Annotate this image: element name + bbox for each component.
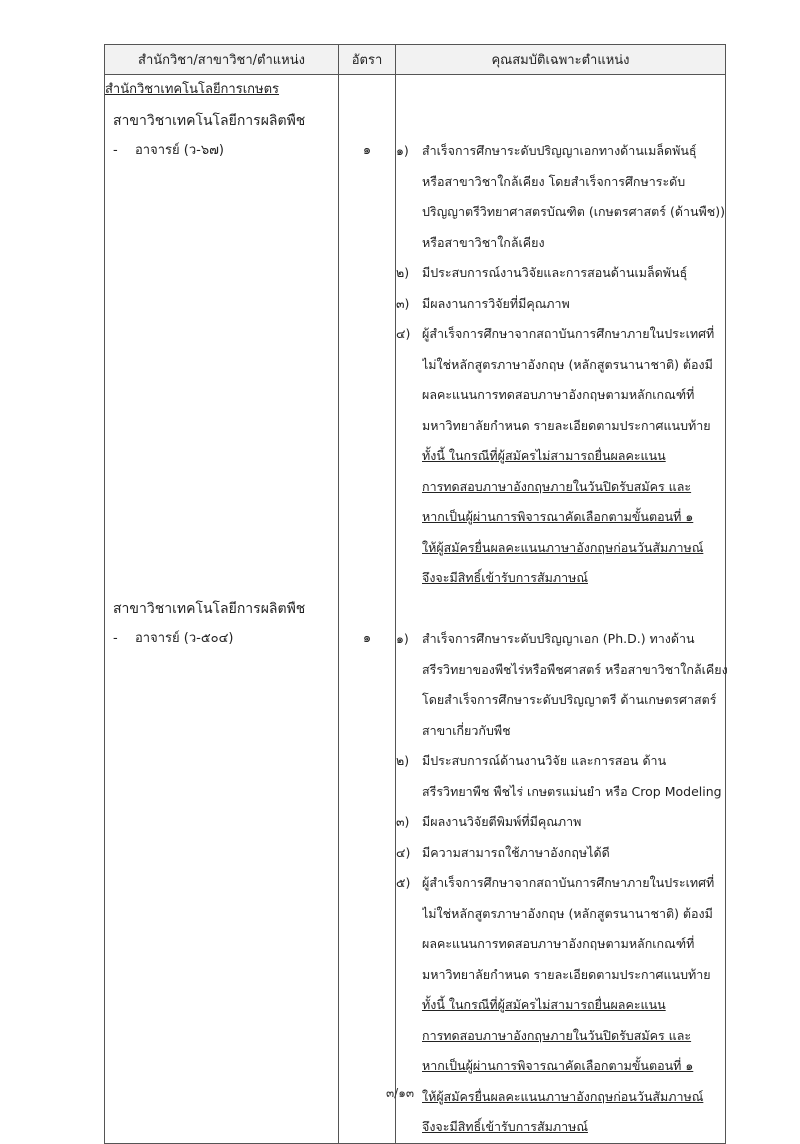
qualification-item xyxy=(396,624,728,746)
qualification-line: สำเร็จการศึกษาระดับปริญญาเอกทางด้านเมล็ดพันธุ์ xyxy=(422,143,697,158)
qualification-item xyxy=(396,746,725,807)
rate-cell xyxy=(339,75,396,594)
qualification-item xyxy=(396,136,725,258)
note-line: การทดสอบภาษาอังกฤษภายในวันปิดรับสมัคร และ xyxy=(422,478,692,494)
qualification-line: ไม่ใช่หลักสูตรภาษาอังกฤษ (หลักสูตรนานาชาติ) ต้องมี xyxy=(422,905,713,921)
program-name: สาขาวิชาเทคโนโลยีการผลิตพืช xyxy=(113,112,306,129)
dash-bullet: - xyxy=(113,143,118,158)
qualification-line: โดยสำเร็จการศึกษาระดับปริญญาตรี ด้านเกษตรศาสตร์ xyxy=(422,692,717,707)
note-line: ทั้งนี้ ในกรณีที่ผู้สมัครไม่สามารถยื่นผลคะแนน xyxy=(422,997,666,1012)
note-line: จึงจะมีสิทธิ์เข้ารับการสัมภาษณ์ xyxy=(422,570,588,585)
qualification-line: หรือสาขาวิชาใกล้เคียง โดยสำเร็จการศึกษาระดับ xyxy=(422,173,686,189)
item-number: ๓) xyxy=(396,814,410,829)
table-header-row xyxy=(105,45,726,75)
item-number: ๔) xyxy=(396,844,411,860)
header-faculty-program-position: สำนักวิชา/สาขาวิชา/ตำแหน่ง xyxy=(105,45,339,75)
position-label: อาจารย์ (ว-๖๗) xyxy=(135,143,224,158)
qualification-table xyxy=(104,44,726,1144)
qualification-line: สำเร็จการศึกษาระดับปริญญาเอก (Ph.D.) ทางด้าน xyxy=(422,631,695,646)
qualification-item xyxy=(396,319,725,594)
qualification-line: ปริญญาตรีวิทยาศาสตรบัณฑิต (เกษตรศาสตร์ (ด้านพืช)) xyxy=(422,204,726,219)
note-line: การทดสอบภาษาอังกฤษภายในวันปิดรับสมัคร และ xyxy=(422,1027,692,1043)
item-number: ๔) xyxy=(396,326,411,341)
header-rate: อัตรา xyxy=(339,45,396,75)
item-number: ๑) xyxy=(396,631,409,646)
position-title xyxy=(105,624,338,655)
position-cell xyxy=(105,594,339,1144)
page-number: ๓/๑๓ xyxy=(385,1086,415,1100)
position-title xyxy=(105,136,338,167)
table-row xyxy=(105,594,726,1144)
qualification-line: ผู้สำเร็จการศึกษาจากสถาบันการศึกษาภายในประเทศที่ xyxy=(422,326,715,341)
rate-value: ๑ xyxy=(362,143,372,158)
note-line: จึงจะมีสิทธิ์เข้ารับการสัมภาษณ์ xyxy=(422,1119,588,1134)
qualification-line: มหาวิทยาลัยกำหนด รายละเอียดตามประกาศแนบท้าย xyxy=(422,966,711,982)
faculty-name: สำนักวิชาเทคโนโลยีการเกษตร xyxy=(105,82,280,97)
qualification-line: มีผลงานการวิจัยที่มีคุณภาพ xyxy=(422,295,570,311)
item-number: ๑) xyxy=(396,143,409,158)
note-line: หากเป็นผู้ผ่านการพิจารณาคัดเลือกตามขั้นตอนที่ ๑ xyxy=(422,1058,694,1073)
qualification-line: ผู้สำเร็จการศึกษาจากสถาบันการศึกษาภายในประเทศที่ xyxy=(422,875,715,890)
rate-cell xyxy=(339,594,396,1144)
qualification-line: สาขาเกี่ยวกับพืช xyxy=(422,722,511,738)
qualification-line: สรีรวิทยาของพืชไร่หรือพืชศาสตร์ หรือสาขาวิชาใกล้เคียง xyxy=(422,661,728,677)
item-number: ๒) xyxy=(396,753,410,768)
position-cell xyxy=(105,75,339,594)
program-name: สาขาวิชาเทคโนโลยีการผลิตพืช xyxy=(113,600,306,617)
qualifications-cell xyxy=(396,75,726,594)
qualification-line: ไม่ใช่หลักสูตรภาษาอังกฤษ (หลักสูตรนานาชาติ) ต้องมี xyxy=(422,356,713,372)
qualification-line: สรีรวิทยาพืช พืชไร่ เกษตรแม่นยำ หรือ Crop Modeling xyxy=(422,783,722,799)
note-line: ให้ผู้สมัครยื่นผลคะแนนภาษาอังกฤษก่อนวันสัมภาษณ์ xyxy=(422,1088,704,1104)
qualification-line: มีประสบการณ์งานวิจัยและการสอนด้านเมล็ดพันธุ์ xyxy=(422,265,688,280)
note-line: ทั้งนี้ ในกรณีที่ผู้สมัครไม่สามารถยื่นผลคะแนน xyxy=(422,448,666,463)
qualification-line: มีความสามารถใช้ภาษาอังกฤษได้ดี xyxy=(422,844,610,860)
note-line: หากเป็นผู้ผ่านการพิจารณาคัดเลือกตามขั้นตอนที่ ๑ xyxy=(422,509,694,524)
item-number: ๕) xyxy=(396,875,411,890)
table-row xyxy=(105,75,726,594)
qualification-item xyxy=(396,838,725,869)
qualification-item xyxy=(396,289,725,320)
qualification-item xyxy=(396,258,725,289)
qualification-line: มหาวิทยาลัยกำหนด รายละเอียดตามประกาศแนบท้าย xyxy=(422,417,711,433)
qualification-line: ผลคะแนนการทดสอบภาษาอังกฤษตามหลักเกณฑ์ที่ xyxy=(422,387,695,402)
qualification-line: หรือสาขาวิชาใกล้เคียง xyxy=(422,234,545,250)
header-qualifications: คุณสมบัติเฉพาะตำแหน่ง xyxy=(396,45,726,75)
rate-value: ๑ xyxy=(362,631,372,646)
qualification-line: ผลคะแนนการทดสอบภาษาอังกฤษตามหลักเกณฑ์ที่ xyxy=(422,936,695,951)
qualifications-cell xyxy=(396,594,726,1144)
item-number: ๒) xyxy=(396,265,410,280)
qualification-line: มีประสบการณ์ด้านงานวิจัย และการสอน ด้าน xyxy=(422,753,667,768)
item-number: ๓) xyxy=(396,295,410,311)
qualification-line: มีผลงานวิจัยตีพิมพ์ที่มีคุณภาพ xyxy=(422,814,582,829)
note-line: ให้ผู้สมัครยื่นผลคะแนนภาษาอังกฤษก่อนวันสัมภาษณ์ xyxy=(422,539,704,555)
dash-bullet: - xyxy=(113,631,118,646)
qualification-item xyxy=(396,807,725,838)
position-label: อาจารย์ (ว-๕๐๔) xyxy=(135,631,234,646)
